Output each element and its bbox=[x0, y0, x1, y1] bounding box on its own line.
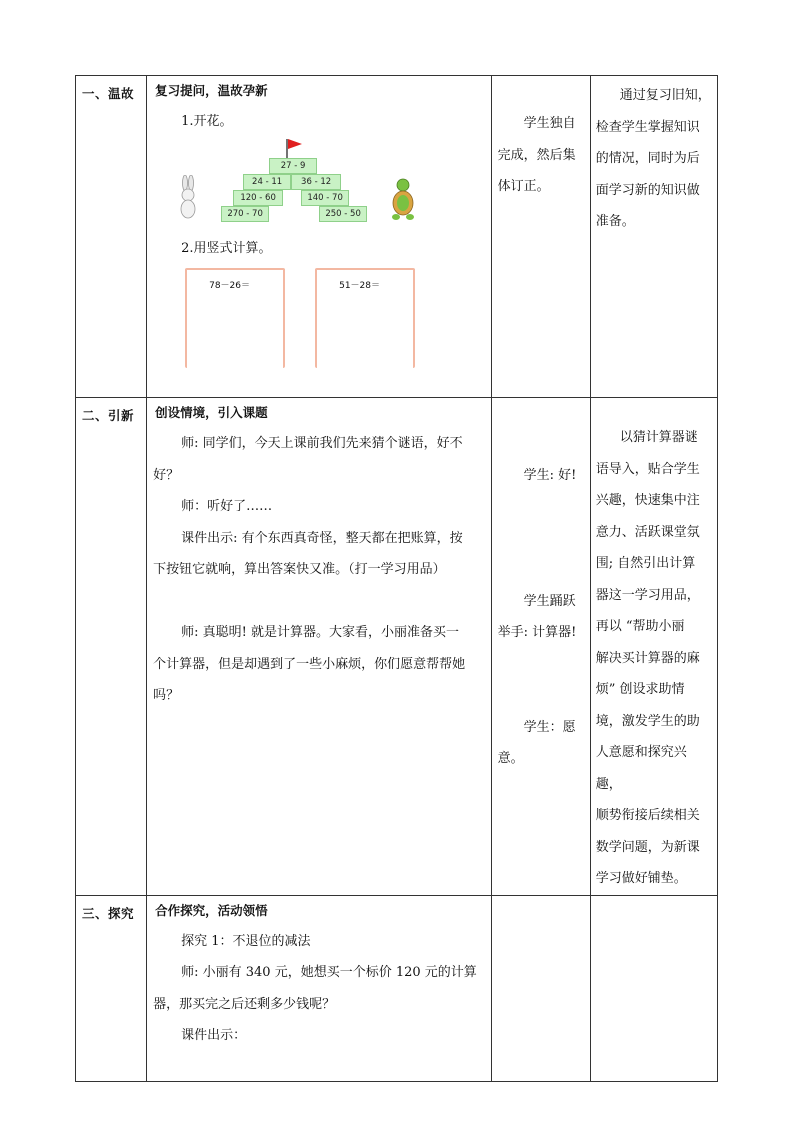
design-intent: 通过复习旧知， 检查学生掌握知识 的情况，同时为后 面学习新的知识做 准备。 bbox=[595, 88, 711, 229]
calc-area bbox=[147, 264, 491, 376]
pyramid-brick: 120 - 60 bbox=[233, 190, 283, 206]
flower-pyramid bbox=[173, 137, 491, 233]
lesson-plan-table bbox=[75, 75, 718, 1082]
turtle-icon bbox=[389, 177, 417, 221]
table-row bbox=[76, 895, 718, 1081]
dialogue: 师: 同学们，今天上课前我们先来猜个谜语，好不 好？ 师：听好了…… 课件出示: 有个东西真奇怪，整天都在把账算，按 下按钮它就响，算出答案快又准。（打一学习用品） 师: 真聪明! 就是计算器。大家看，小丽准备买一 个计算器，但是却遇到了一些小麻烦，你们愿意帮帮她 吗？ bbox=[153, 436, 466, 703]
pyramid-brick: 24 - 11 bbox=[243, 174, 291, 190]
section-heading: 合作探究，活动领悟 bbox=[155, 902, 268, 918]
calc-box: 51－28＝ bbox=[315, 268, 415, 368]
design-intent: 以猜计算器谜 语导入，贴合学生 兴趣，快速集中注 意力、活跃课堂氛 围; 自然引出计算 器这一学习用品， 再以 “帮助小丽 解决买计算器的麻 烦” 创设求助情 境，激发学生的助 人意愿和探究兴趣， 顺势衔接后续相关 数学问题，为新课 学习做好铺垫。 bbox=[595, 430, 700, 886]
stage-label: 二、引新 bbox=[82, 408, 135, 423]
item-text: 2.用竖式计算。 bbox=[181, 241, 272, 256]
section-heading: 复习提问，温故孕新 bbox=[155, 83, 268, 98]
student-activity: 学生: 好! 学生踊跃 举手: 计算器! 学生：愿 意。 bbox=[497, 467, 577, 766]
rabbit-icon bbox=[175, 175, 201, 221]
table-row: 一、温故 复习提问，温故孕新 1.开花。 27 - 9 24 - 11 36 - 12 120 - 60 140 - 70 270 - 70 250 - 50 2.用竖式计算。 78－26＝ 51－28＝ 学生独自 完成，然后集 体订正。 通过复习旧知， 检查学生掌握知识 的情况，同时为后 面学习新的知识做 准备。 bbox=[76, 76, 718, 398]
table-row bbox=[76, 398, 718, 896]
pyramid-brick: 36 - 12 bbox=[291, 174, 341, 190]
dialogue: 探究 1：不退位的减法 师: 小丽有 340 元，她想买一个标价 120 元的计算 器，那买完之后还剩多少钱呢？ 课件出示： bbox=[153, 933, 477, 1043]
pyramid-brick: 250 - 50 bbox=[319, 206, 367, 222]
item-text: 1.开花。 bbox=[181, 114, 233, 129]
stage-label: 三、探究 bbox=[82, 905, 135, 921]
pyramid-brick: 27 - 9 bbox=[269, 158, 317, 174]
calc-box: 78－26＝ bbox=[185, 268, 285, 368]
stage-label: 一、温故 bbox=[82, 86, 135, 101]
student-activity: 学生独自 bbox=[523, 116, 576, 131]
pyramid-brick: 270 - 70 bbox=[221, 206, 269, 222]
section-heading: 创设情境，引入课题 bbox=[155, 405, 268, 420]
pyramid-brick: 140 - 70 bbox=[301, 190, 349, 206]
